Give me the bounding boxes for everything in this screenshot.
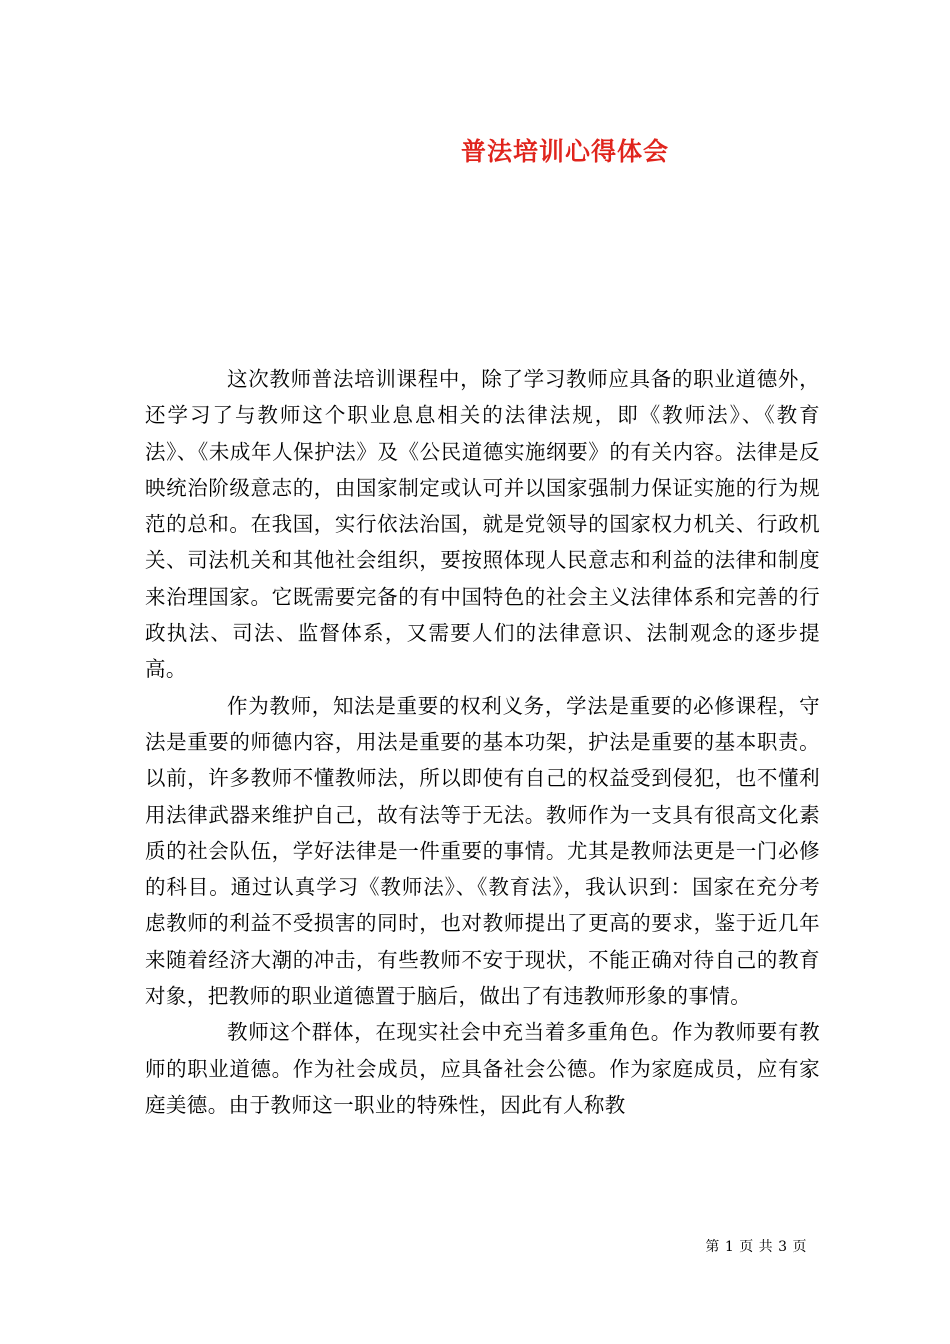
document-title: 普法培训心得体会 — [460, 137, 669, 166]
document-body — [145, 361, 820, 1123]
page-number-footer: 第 1 页 共 3 页 — [705, 1239, 807, 1255]
paragraph-1: 这次教师普法培训课程中，除了学习教师应具备的职业道德外，还学习了与教师这个职业息息相关的法律法规，即《教师法》、《教育法》、《未成年人保护法》及《公民道德实施纲要》的有关内容。法律是反映统治阶级意志的，由国家制定或认可并以国家强制力保证实施的行为规范的总和。在我国，实行依法治国，就是党领导的国家权力机关、行政机关、司法机关和其他社会组织，要按照体现人民意志和利益的法律和制度来治理国家。它既需要完备的有中国特色的社会主义法律体系和完善的行政执法、司法、监督体系，又需要人们的法律意识、法制观念的逐步提高。 — [145, 367, 820, 682]
paragraph-2: 作为教师，知法是重要的权利义务，学法是重要的必修课程，守法是重要的师德内容，用法是重要的基本功架，护法是重要的基本职责。以前，许多教师不懂教师法，所以即使有自己的权益受到侵犯，也不懂利用法律武器来维护自己，故有法等于无法。教师作为一支具有很高文化素质的社会队伍，学好法律是一件重要的事情。尤其是教师法更是一门必修的科目。通过认真学习《教师法》、《教育法》，我认识到：国家在充分考虑教师的利益不受损害的同时，也对教师提出了更高的要求，鉴于近几年来随着经济大潮的冲击，有些教师不安于现状，不能正确对待自己的教育对象，把教师的职业道德置于脑后，做出了有违教师形象的事情。 — [145, 693, 820, 1009]
paragraph-3: 教师这个群体，在现实社会中充当着多重角色。作为教师要有教师的职业道德。作为社会成员，应具备社会公德。作为家庭成员，应有家庭美德。由于教师这一职业的特殊性，因此有人称教 — [145, 1020, 820, 1117]
